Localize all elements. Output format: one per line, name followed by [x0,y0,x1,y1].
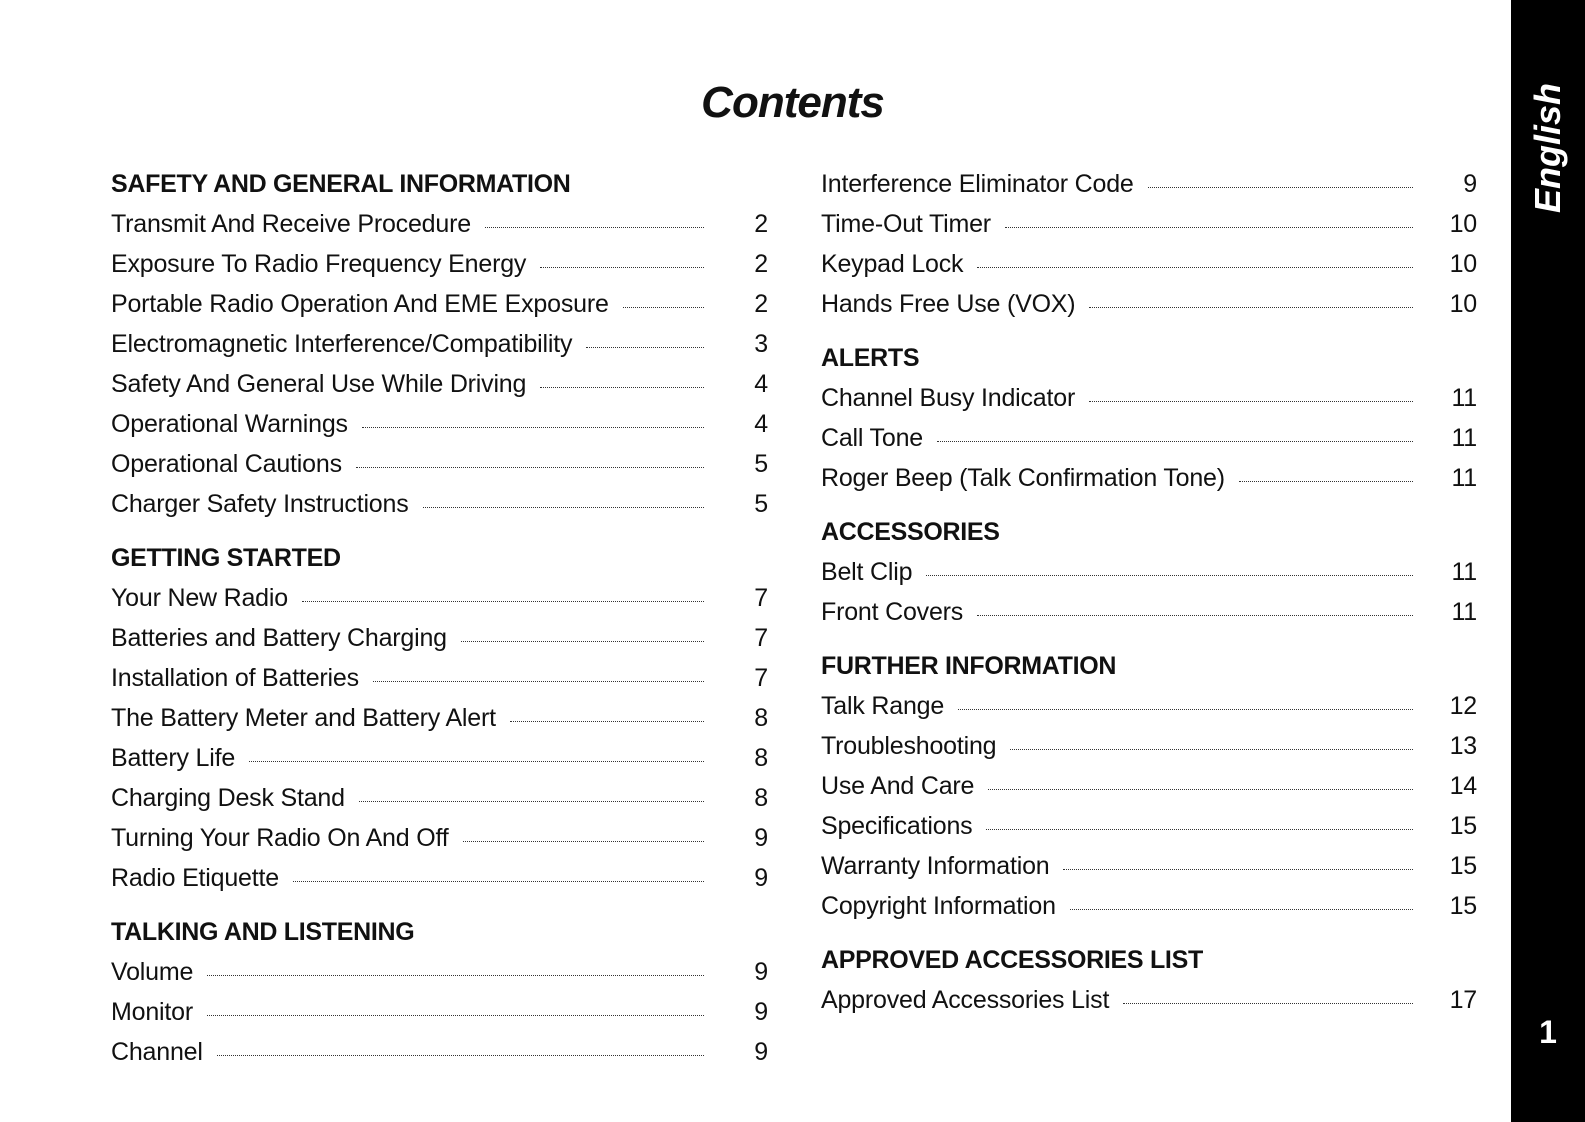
toc-entry-label: Electromagnetic Interference/Compatibility [111,330,573,358]
toc-entry-label: Operational Warnings [111,410,348,438]
toc-entry-page-number: 15 [1449,812,1477,840]
toc-entry[interactable] [111,484,768,524]
toc-section [111,538,768,898]
toc-entry-page-number: 15 [1449,892,1477,920]
toc-entry-label: Specifications [821,812,973,840]
toc-entry[interactable] [821,284,1477,324]
toc-entry-label: Talk Range [821,692,945,720]
toc-entry-label: Monitor [111,998,193,1026]
dot-leader [423,507,704,508]
toc-section [821,940,1477,1020]
toc-entry-page-number: 8 [754,744,768,772]
toc-section [821,164,1477,324]
toc-entry-page-number: 4 [754,370,768,398]
toc-column-right [821,164,1477,1034]
toc-entry-label: Installation of Batteries [111,664,359,692]
section-heading: SAFETY AND GENERAL INFORMATION [111,170,571,198]
dot-leader [1089,307,1413,308]
toc-entry[interactable] [821,886,1477,926]
toc-entry[interactable] [821,686,1477,726]
toc-entry-label: Safety And General Use While Driving [111,370,527,398]
toc-column-left [111,164,768,1086]
toc-entry-label: The Battery Meter and Battery Alert [111,704,496,732]
dot-leader [356,467,704,468]
dot-leader [988,789,1413,790]
dot-leader [1010,749,1413,750]
toc-entry[interactable] [821,204,1477,244]
dot-leader [249,761,704,762]
toc-entry[interactable] [111,244,768,284]
toc-entry[interactable] [821,726,1477,766]
dot-leader [510,721,704,722]
toc-entry[interactable] [821,552,1477,592]
section-heading: ALERTS [821,344,920,372]
dot-leader [1063,869,1413,870]
section-heading: TALKING AND LISTENING [111,918,415,946]
dot-leader [362,427,704,428]
toc-entry[interactable] [821,458,1477,498]
toc-entry-page-number: 2 [754,250,768,278]
toc-entry[interactable] [111,738,768,778]
toc-entry-label: Front Covers [821,598,964,626]
toc-section [821,512,1477,632]
toc-entry-label: Interference Eliminator Code [821,170,1134,198]
toc-entry-label: Belt Clip [821,558,913,586]
toc-entry-page-number: 8 [754,704,768,732]
toc-section [821,646,1477,926]
toc-entry-label: Transmit And Receive Procedure [111,210,471,238]
toc-entry-page-number: 17 [1449,986,1477,1014]
toc-entry-page-number: 13 [1449,732,1477,760]
dot-leader [1005,227,1413,228]
toc-entry-page-number: 10 [1449,290,1477,318]
toc-entry[interactable] [821,766,1477,806]
dot-leader [623,307,704,308]
toc-entry[interactable] [821,164,1477,204]
toc-entry-page-number: 9 [754,1038,768,1066]
dot-leader [207,975,704,976]
section-heading: ACCESSORIES [821,518,1000,546]
dot-leader [1148,187,1413,188]
dot-leader [485,227,704,228]
toc-entry-label: Charging Desk Stand [111,784,345,812]
toc-entry[interactable] [111,1032,768,1072]
toc-entry-label: Turning Your Radio On And Off [111,824,449,852]
toc-entry-label: Portable Radio Operation And EME Exposure [111,290,609,318]
page-title: Contents [701,78,884,127]
toc-entry-label: Troubleshooting [821,732,997,760]
toc-entry[interactable] [111,284,768,324]
toc-section [111,912,768,1072]
toc-entry[interactable] [111,364,768,404]
section-heading: FURTHER INFORMATION [821,652,1117,680]
toc-entry-label: Keypad Lock [821,250,964,278]
toc-entry-label: Use And Care [821,772,975,800]
section-heading: APPROVED ACCESSORIES LIST [821,946,1203,974]
toc-entry-page-number: 7 [754,624,768,652]
toc-entry-page-number: 9 [1463,170,1477,198]
toc-entry-page-number: 15 [1449,852,1477,880]
dot-leader [926,575,1413,576]
toc-entry-page-number: 3 [754,330,768,358]
toc-entry[interactable] [111,992,768,1032]
toc-entry-page-number: 9 [754,998,768,1026]
toc-entry-page-number: 11 [1451,464,1477,492]
dot-leader [977,615,1413,616]
toc-entry-label: Charger Safety Instructions [111,490,409,518]
toc-entry[interactable] [111,658,768,698]
dot-leader [1070,909,1413,910]
toc-entry[interactable] [111,404,768,444]
toc-entry[interactable] [111,444,768,484]
dot-leader [977,267,1413,268]
toc-entry-page-number: 11 [1451,598,1477,626]
page-number: 1 [1539,1014,1557,1050]
dot-leader [540,267,704,268]
dot-leader [359,801,704,802]
toc-entry-page-number: 11 [1451,558,1477,586]
toc-entry-label: Battery Life [111,744,236,772]
toc-entry-label: Hands Free Use (VOX) [821,290,1076,318]
toc-entry-label: Exposure To Radio Frequency Energy [111,250,527,278]
toc-entry-page-number: 11 [1451,424,1477,452]
toc-entry-page-number: 11 [1451,384,1477,412]
toc-entry[interactable] [821,244,1477,284]
dot-leader [1123,1003,1413,1004]
toc-entry-page-number: 7 [754,584,768,612]
dot-leader [373,681,704,682]
dot-leader [463,841,705,842]
language-side-tab [1511,0,1585,1122]
toc-entry-page-number: 12 [1449,692,1477,720]
dot-leader [586,347,704,348]
dot-leader [986,829,1413,830]
dot-leader [302,601,704,602]
toc-entry-label: Your New Radio [111,584,288,612]
language-tab-label: English [1527,82,1568,214]
toc-entry-page-number: 9 [754,864,768,892]
toc-entry[interactable] [111,698,768,738]
toc-entry-page-number: 10 [1449,210,1477,238]
toc-entry-page-number: 5 [754,490,768,518]
toc-entry[interactable] [111,618,768,658]
toc-entry-label: Roger Beep (Talk Confirmation Tone) [821,464,1225,492]
section-heading: GETTING STARTED [111,544,341,572]
toc-entry-label: Channel Busy Indicator [821,384,1076,412]
toc-entry-page-number: 5 [754,450,768,478]
dot-leader [461,641,704,642]
toc-entry-page-number: 8 [754,784,768,812]
dot-leader [937,441,1413,442]
dot-leader [1089,401,1413,402]
toc-entry[interactable] [821,806,1477,846]
dot-leader [958,709,1413,710]
toc-entry-label: Volume [111,958,194,986]
toc-entry-label: Warranty Information [821,852,1050,880]
toc-section [111,164,768,524]
dot-leader [293,881,704,882]
dot-leader [540,387,704,388]
toc-entry-label: Approved Accessories List [821,986,1110,1014]
toc-entry[interactable] [821,846,1477,886]
toc-entry-page-number: 2 [754,210,768,238]
toc-entry[interactable] [821,418,1477,458]
toc-entry-label: Radio Etiquette [111,864,279,892]
toc-entry-page-number: 10 [1449,250,1477,278]
toc-entry-page-number: 2 [754,290,768,318]
toc-entry[interactable] [111,778,768,818]
dot-leader [1239,481,1413,482]
toc-entry-label: Call Tone [821,424,923,452]
toc-entry[interactable] [821,378,1477,418]
toc-entry[interactable] [111,204,768,244]
dot-leader [217,1055,704,1056]
toc-entry-page-number: 4 [754,410,768,438]
toc-entry-page-number: 9 [754,958,768,986]
toc-entry[interactable] [821,592,1477,632]
toc-entry-label: Channel [111,1038,203,1066]
toc-entry[interactable] [111,858,768,898]
toc-section [821,338,1477,498]
toc-entry[interactable] [111,324,768,364]
dot-leader [207,1015,704,1016]
toc-entry-page-number: 9 [754,824,768,852]
toc-entry-label: Batteries and Battery Charging [111,624,447,652]
toc-entry-label: Time-Out Timer [821,210,991,238]
toc-entry-page-number: 7 [754,664,768,692]
toc-entry-label: Copyright Information [821,892,1056,920]
toc-entry[interactable] [111,818,768,858]
toc-entry-page-number: 14 [1449,772,1477,800]
toc-entry[interactable] [821,980,1477,1020]
toc-entry[interactable] [111,952,768,992]
toc-entry-label: Operational Cautions [111,450,342,478]
toc-entry[interactable] [111,578,768,618]
